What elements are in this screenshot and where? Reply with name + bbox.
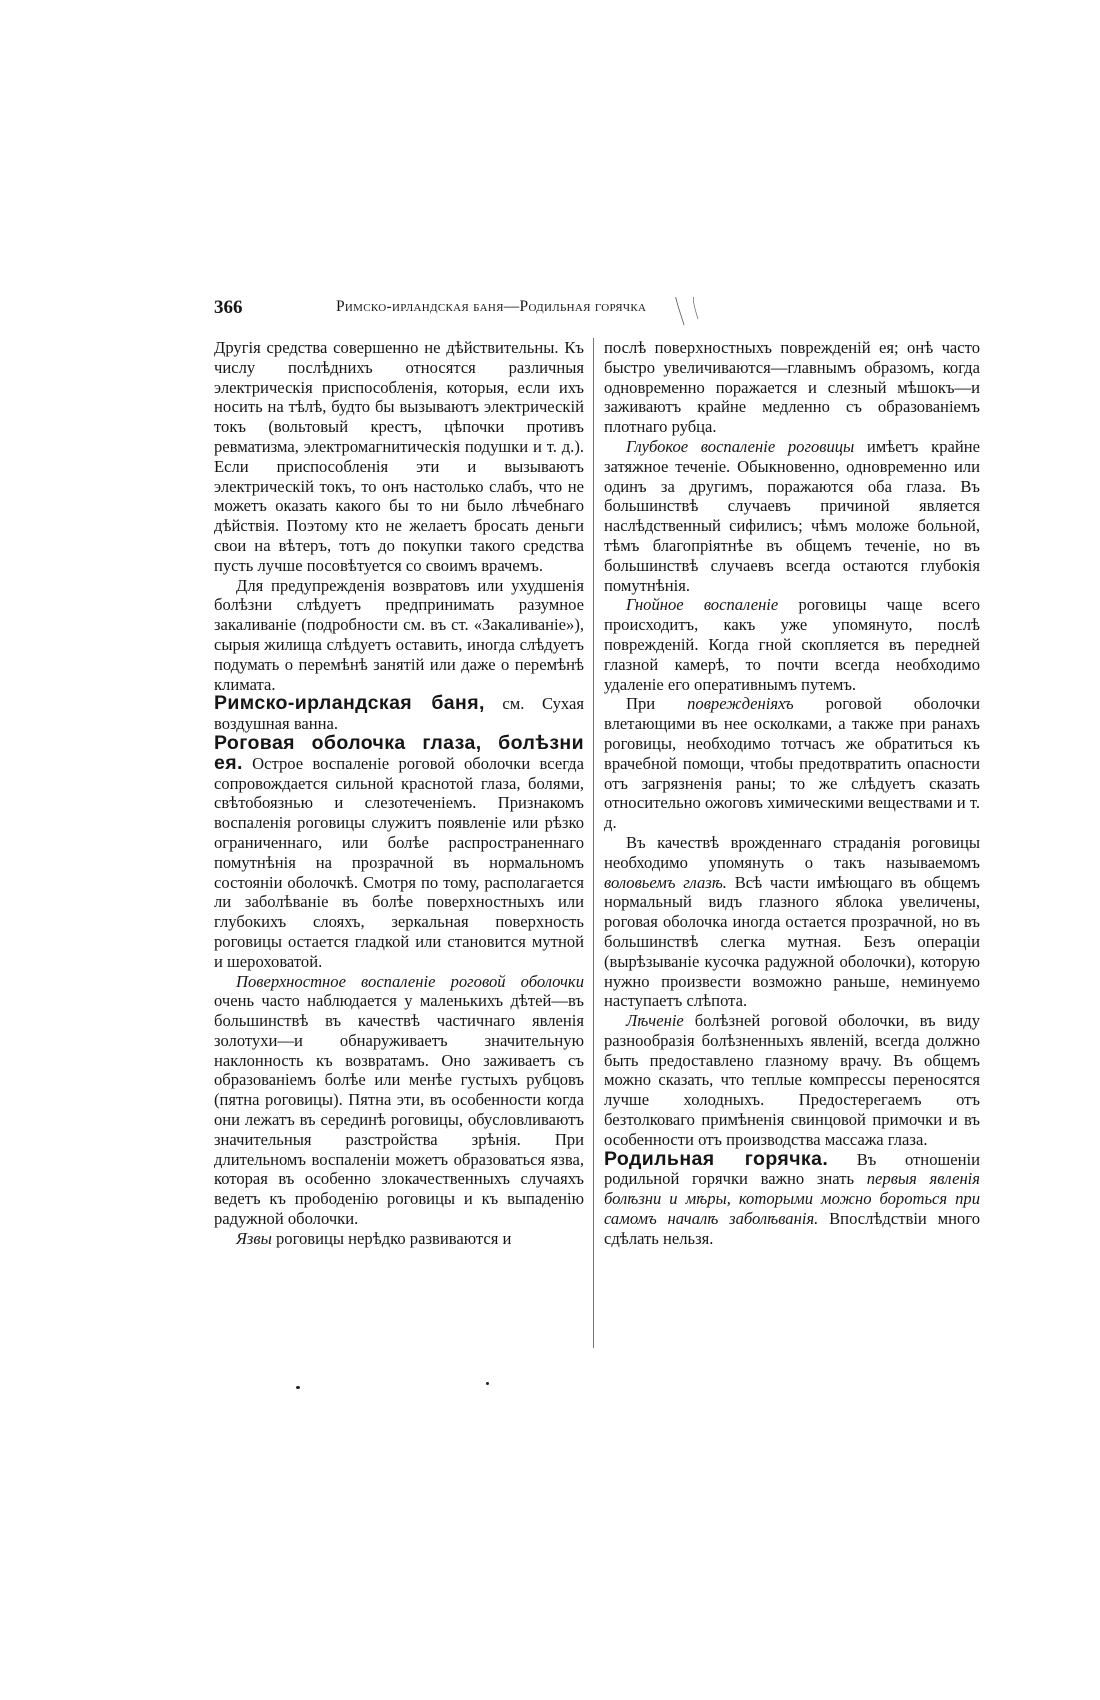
paragraph-injuries-text: роговой оболочки влетающими въ нее осколками, а также при ранахъ роговицы, необходимо тотчасъ же обратиться къ врачебной помощи, чтобы предотвратить опасности отъ загрязненія раны; то же слѣдуетъ сказать относительно ожоговъ химическими веществами и т. д. (604, 694, 981, 833)
paragraph-treatment (604, 1011, 980, 1150)
right-column (604, 338, 980, 1340)
scan-edge-mark (214, 297, 910, 337)
term-ox-eye: воловьемъ глазѣ. (604, 872, 727, 892)
headword-cornea: Роговая оболочка глаза, болѣзни ея. (214, 731, 584, 774)
page-header (214, 297, 910, 323)
term-superficial-keratitis: Поверхностное воспаленіе роговой оболочки (236, 971, 584, 991)
paragraph-galvanic-devices: Другія средства совершенно не дѣйствительны. Къ числу послѣднихъ относятся различныя электрическія приспособленія, которыя, если ихъ носить на тѣлѣ, будто бы вызываютъ электрическій токъ (вольтовый крестъ, цѣпочки противъ ревматизма, электромагнитическія подушки и т. д.). Если приспособленія эти и вызываютъ электрическій токъ, то онъ настолько слабъ, что не можетъ оказать какого бы то ни было лѣчебнаго дѣйствія. Поэтому кто не желаетъ бросать деньги свои на вѣтеръ, тотъ до покупки такого средства пусть лучше посовѣтуется со своимъ врачемъ. (214, 338, 584, 575)
entry-roman-irish-bath (214, 694, 584, 734)
paragraph-superficial-keratitis (214, 972, 584, 1229)
paragraph-superficial-keratitis-text: очень часто наблюдается у маленькихъ дѣтей—въ большинствѣ въ качествѣ частичнаго явленія золотухи—и обнаруживаетъ значительную наклонность къ возвратамъ. Оно заживаетъ съ образованіемъ болѣе или менѣе густыхъ рубцовъ (пятна роговицы). Пятна эти, въ особенности когда они лежатъ въ серединѣ роговицы, обусловливаютъ значительныя разстройства зрѣнія. При длительномъ воспаленіи можетъ образоваться язва, которая въ особенно злокачественныхъ случаяхъ ведетъ къ прободенію роговицы и къ выпаденію радужной оболочки. (214, 991, 584, 1229)
paragraph-treatment-text: болѣзней роговой оболочки, въ виду разнообразія болѣзненныхъ явленій, всегда должно быть предоставлено глазному врачу. Въ общемъ можно сказать, что теплые компрессы переносятся лучше холодныхъ. Предостерегаемъ отъ безтолковаго примѣненія свинцовой примочки и въ особенности отъ производства массажа глаза. (604, 1011, 980, 1149)
paragraph-congenital-text: Всѣ части имѣющаго въ общемъ нормальный видъ глазного яблока увеличены, роговая оболочка иногда остается прозрачной, но въ большинствѣ слегка мутная. Безъ операціи (вырѣзываніе кусочка радужной оболочки), которую нужно произвести возможно раньше, неминуемо наступаетъ слѣпота. (604, 872, 980, 1011)
paragraph-prevention: Для предупрежденія возвратовъ или ухудшенія болѣзни слѣдуетъ предпринимать разумное закаливаніе (подробности см. въ ст. «Закаливаніе»), сырыя жилища слѣдуетъ оставить, иногда слѣдуетъ подумать о перемѣнѣ занятій или даже о перемѣнѣ климата. (214, 575, 584, 694)
paragraph-purulent-keratitis-text: роговицы чаще всего происходитъ, какъ уже упомянуто, послѣ поврежденій. Когда гной скопляется въ передней глазной камерѣ, то почти всегда необходимо удаленіе его оперативнымъ путемъ. (604, 595, 981, 694)
term-ulcers: Язвы (236, 1228, 272, 1248)
paragraph-ulcer-continuation: послѣ поверхностныхъ поврежденій ея; онѣ часто быстро увеличиваются—главнымъ образомъ, когда одновременно поражается и слезный мѣшокъ—и заживаютъ крайне медленно съ образованіемъ плотнаго рубца. (604, 338, 980, 437)
entry-puerperal-fever-text: Въ отношеніи родильной горячки важно знать (604, 1149, 981, 1189)
term-purulent-keratitis: Гнойное воспаленіе (626, 595, 779, 615)
term-injuries: поврежденіяхъ (687, 694, 794, 714)
term-treatment: Лѣченіе (626, 1011, 684, 1031)
paragraph-deep-keratitis-text: имѣетъ крайне затяжное теченіе. Обыкновенно, одновременно или одинъ за другимъ, поражаются оба глаза. Въ большинствѣ случаевъ причиной является наслѣдственный сифилисъ; чѣмъ моложе больной, тѣмъ благопріятнѣе въ общемъ теченіе, но въ большинствѣ случаевъ всегда остаются глубокія помутнѣнія. (604, 436, 980, 595)
left-column (214, 338, 584, 1340)
entry-puerperal-fever (604, 1147, 981, 1249)
entry-puerperal-fever-tail: Впослѣдствіи много сдѣлать нельзя. (604, 1209, 980, 1248)
scan-speck (296, 1386, 300, 1389)
paragraph-congenital-lead: Въ качествѣ врожденнаго страданія роговицы необходимо упомянуть о такъ называемомъ (604, 832, 980, 872)
paragraph-ulcers (214, 1229, 584, 1249)
entry-cornea-text: Острое воспаленіе роговой оболочки всегда сопровождается сильной краснотой глаза, болями, свѣтобоязнью и слезотеченіемъ. Признакомъ воспаленія роговицы служитъ появленіе или рѣзко ограниченнаго, или болѣе распространеннаго помутнѣнія на прозрачной въ нормальномъ состояніи оболочкѣ. Смотря по тому, располагается ли заболѣваніе въ болѣе поверхностныхъ или глубокихъ слояхъ, зеркальная поверхность роговицы остается гладкой или становится мутной и шероховатой. (214, 753, 584, 971)
entry-cornea (214, 731, 584, 972)
headword-roman-irish-bath: Римско-ирландская баня, (214, 692, 485, 715)
running-title: Римско-ирландская баня—Родильная горячка (336, 298, 647, 315)
term-first-symptoms: первыя явленія болѣзни и мѣры, которыми можно бороться при самомъ началѣ заболѣванія. (604, 1169, 980, 1229)
headword-puerperal-fever: Родильная горячка. (604, 1147, 829, 1170)
column-divider (593, 338, 594, 1348)
paragraph-injuries (604, 694, 980, 833)
paragraph-ulcers-text: роговицы нерѣдко развиваются и (271, 1228, 512, 1248)
paragraph-purulent-keratitis (604, 595, 980, 694)
term-deep-keratitis: Глубокое воспаленіе роговицы (626, 436, 855, 456)
entry-roman-irish-bath-text: см. Сухая воздушная ванна. (214, 694, 584, 734)
paragraph-congenital (604, 833, 980, 1011)
paragraph-deep-keratitis (604, 437, 980, 595)
scan-speck (486, 1382, 489, 1385)
page-number: 366 (214, 297, 243, 318)
paragraph-injuries-lead: При (626, 694, 688, 714)
